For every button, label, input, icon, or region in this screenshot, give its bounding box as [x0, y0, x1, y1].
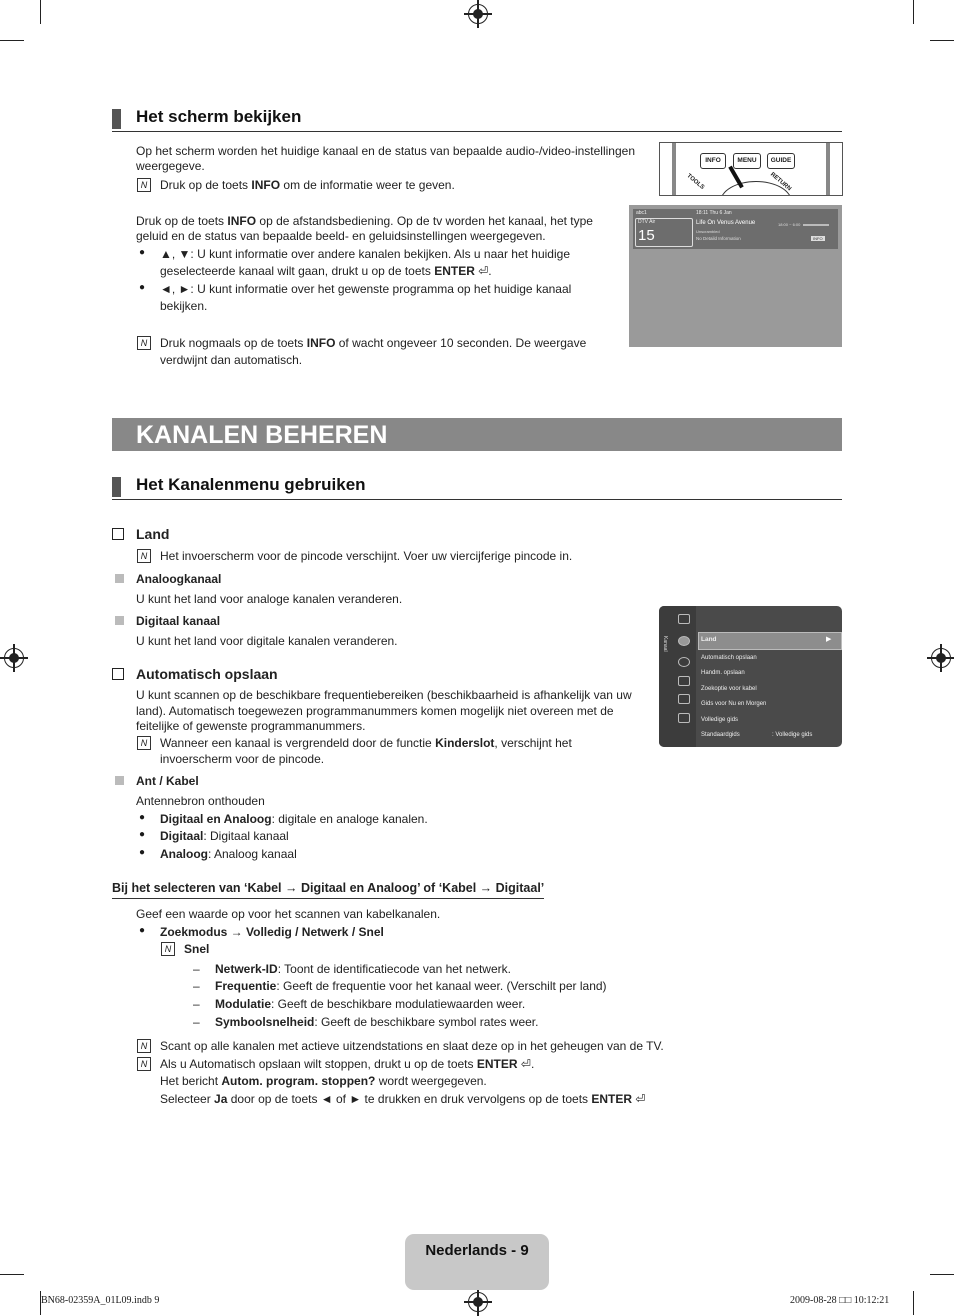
menu-item: Volledige gids — [701, 717, 739, 723]
section-header — [112, 109, 842, 132]
bullet-icon: ● — [139, 247, 146, 258]
dash-icon: – — [193, 1015, 200, 1029]
osd-datetime: 18:11 Thu 6 Jan — [696, 210, 732, 216]
info-osd — [633, 209, 838, 249]
registration-mark-icon — [468, 4, 488, 24]
tools-label: TOOLS — [685, 173, 706, 191]
support-icon — [678, 713, 690, 723]
menu-item: Gids voor Nu en Morgen — [701, 701, 767, 707]
section-title: Het scherm bekijken — [136, 107, 302, 126]
input-icon — [678, 676, 690, 686]
subsection-heading: Bij het selecteren van ‘Kabel → Digitaal en Analoog’ of ‘Kabel → Digitaal’ — [112, 880, 544, 899]
body-text: feitelijke of gewenste programmanummers. — [136, 719, 366, 733]
note-icon: N — [137, 549, 151, 563]
note-icon: N — [137, 178, 151, 192]
menu-item-value: : Volledige gids — [772, 732, 813, 738]
menu-button: MENU — [733, 153, 761, 169]
body-text: U kunt scannen op de beschikbare frequentiebereiken (beschikbaarheid is afhankelijk van uw — [136, 688, 632, 702]
bullet-text: Digitaal: Digitaal kanaal — [160, 829, 289, 843]
return-label: RETURN — [768, 171, 793, 193]
info-button: INFO — [700, 153, 726, 169]
note-text: Wanneer een kanaal is vergrendeld door de functie Kinderslot, verschijnt het — [160, 736, 572, 750]
setup-icon — [678, 657, 690, 667]
note-icon: N — [137, 1057, 151, 1071]
square-bullet-icon — [115, 574, 124, 583]
checkbox-icon — [112, 528, 124, 540]
menu-item-land: Land — [701, 636, 717, 643]
square-bullet-icon — [115, 776, 124, 785]
channel-menu-screenshot — [659, 606, 842, 747]
enter-icon: ⏎ — [635, 1092, 646, 1106]
tv-info-screen — [629, 205, 842, 347]
bullet-text: ◄, ►: U kunt informatie over het gewenste programma op het huidige kanaal — [160, 282, 572, 296]
menu-item-selected — [698, 632, 842, 650]
time-range: 18:00 ~ 6:00 — [778, 222, 801, 227]
chapter-title: KANALEN BEHEREN — [136, 421, 388, 449]
bullet-text: Digitaal en Analoog: digitale en analoge kanalen. — [160, 812, 428, 826]
dash-icon: – — [193, 979, 200, 993]
arrow-right-icon: ▶ — [826, 636, 832, 643]
note-text: invoerscherm voor de pincode. — [160, 752, 325, 766]
menu-sidebar — [659, 606, 696, 747]
note-text: Snel — [184, 942, 210, 956]
crop-mark — [930, 1274, 954, 1275]
item-heading: Automatisch opslaan — [136, 666, 278, 682]
sub-heading: Analoogkanaal — [136, 572, 222, 586]
info-badge: INFO — [813, 236, 823, 241]
bullet-icon: ● — [139, 812, 146, 823]
dash-icon: – — [193, 997, 200, 1011]
note-text: Het invoerscherm voor de pincode verschijnt. Voer uw viercijferige pincode in. — [160, 549, 573, 563]
note-text: Druk op de toets INFO om de informatie weer te geven. — [160, 178, 455, 192]
note-text: verdwijnt dan automatisch. — [160, 353, 303, 367]
program-title: Life On Venus Avenue — [696, 220, 756, 226]
item-heading: Land — [136, 526, 170, 542]
paragraph: geluid en de status van bepaalde beeld- en geluidsinstellingen weergegeven. — [136, 229, 546, 243]
body-text: land). Automatisch toegewezen programmanummers komen mogelijk niet overeen met de — [136, 704, 614, 718]
dash-item: Symboolsnelheid: Geeft de beschikbare symbol rates weer. — [215, 1015, 539, 1029]
body-text: Geef een waarde op voor het scannen van kabelkanalen. — [136, 907, 441, 921]
sub-heading: Ant / Kabel — [136, 774, 199, 788]
note-text: Het bericht Autom. program. stoppen? wordt weergegeven. — [160, 1074, 487, 1088]
channel-number: 15 — [638, 227, 655, 244]
body-text: U kunt het land voor analoge kanalen veranderen. — [136, 592, 403, 606]
print-date: 2009-08-28 □□ 10:12:21 — [790, 1295, 890, 1306]
note-text: Druk nogmaals op de toets INFO of wacht ongeveer 10 seconden. De weergave — [160, 336, 587, 350]
bullet-icon: ● — [139, 847, 146, 858]
square-bullet-icon — [115, 616, 124, 625]
bullet-text: geselecteerde kanaal wilt gaan, drukt u op de toets ENTER ⏎. — [160, 264, 492, 278]
paragraph: Druk op de toets INFO op de afstandsbediening. Op de tv worden het kanaal, het type — [136, 214, 593, 228]
progress-bar — [803, 224, 829, 226]
channel-icon — [678, 636, 690, 646]
chapter-banner — [112, 418, 842, 451]
crop-mark — [930, 40, 954, 41]
crop-mark — [0, 1274, 24, 1275]
page-footer — [405, 1234, 549, 1290]
menu-item: Standaardgids — [701, 732, 740, 738]
registration-mark-icon — [931, 648, 951, 668]
body-text: Antennebron onthouden — [136, 794, 265, 808]
bullet-icon: ● — [139, 282, 146, 293]
crop-mark — [0, 40, 24, 41]
dash-item: Frequentie: Geeft de frequentie voor het kanaal weer. (Verschilt per land) — [215, 979, 607, 993]
section-title: Het Kanalenmenu gebruiken — [136, 475, 366, 494]
body-text: U kunt het land voor digitale kanalen veranderen. — [136, 634, 398, 648]
menu-item: Automatisch opslaan — [701, 655, 757, 661]
page-number: Nederlands - 9 — [425, 1242, 529, 1259]
checkbox-icon — [112, 668, 124, 680]
picture-icon — [678, 614, 690, 624]
dash-item: Modulatie: Geeft de beschikbare modulatiewaarden weer. — [215, 997, 526, 1011]
note-text: Selecteer Ja door op de toets ◄ of ► te drukken en druk vervolgens op de toets ENTER ⏎ — [160, 1092, 646, 1106]
registration-mark-icon — [468, 1292, 488, 1312]
program-detail: No Detaild Information — [696, 236, 741, 241]
section-header — [112, 477, 842, 500]
dash-icon: – — [193, 962, 200, 976]
bullet-icon: ● — [139, 925, 146, 936]
crop-mark — [913, 1291, 914, 1315]
sidebar-label: Kanaal — [662, 636, 668, 652]
channel-name: abc1 — [636, 210, 647, 216]
crop-mark — [40, 0, 41, 24]
print-info: BN68-02359A_01L09.indb 9 — [41, 1295, 160, 1306]
guide-button: GUIDE — [767, 153, 795, 169]
bullet-text: Zoekmodus → Volledig / Netwerk / Snel — [160, 925, 384, 939]
scramble-status: Unscrambled — [696, 229, 720, 234]
menu-item: Handm. opslaan — [701, 670, 745, 676]
application-icon — [678, 694, 690, 704]
channel-type: DTV Air — [638, 219, 656, 225]
crop-mark — [913, 0, 914, 24]
intro-text: Op het scherm worden het huidige kanaal en de status van bepaalde audio-/video-instellingen — [136, 144, 635, 158]
note-text: Scant op alle kanalen met actieve uitzendstations en slaat deze op in het geheugen van de TV. — [160, 1039, 664, 1053]
menu-item: Zoekoptie voor kabel — [701, 686, 757, 692]
dash-item: Netwerk-ID: Toont de identificatiecode van het netwerk. — [215, 962, 511, 976]
bullet-icon: ● — [139, 829, 146, 840]
remote-illustration — [659, 142, 843, 196]
note-text: Als u Automatisch opslaan wilt stoppen, drukt u op de toets ENTER ⏎. — [160, 1057, 535, 1071]
note-icon: N — [137, 1039, 151, 1053]
enter-icon: ⏎ — [520, 1057, 531, 1071]
registration-mark-icon — [4, 648, 24, 668]
note-icon: N — [137, 736, 151, 750]
intro-text: weergegeve. — [136, 159, 205, 173]
note-icon: N — [161, 942, 175, 956]
enter-icon: ⏎ — [478, 264, 489, 278]
bullet-text: Analoog: Analoog kanaal — [160, 847, 297, 861]
note-icon: N — [137, 336, 151, 350]
bullet-text: ▲, ▼: U kunt informatie over andere kanalen bekijken. Als u naar het huidige — [160, 247, 570, 261]
bullet-text: bekijken. — [160, 299, 208, 313]
sub-heading: Digitaal kanaal — [136, 614, 221, 628]
